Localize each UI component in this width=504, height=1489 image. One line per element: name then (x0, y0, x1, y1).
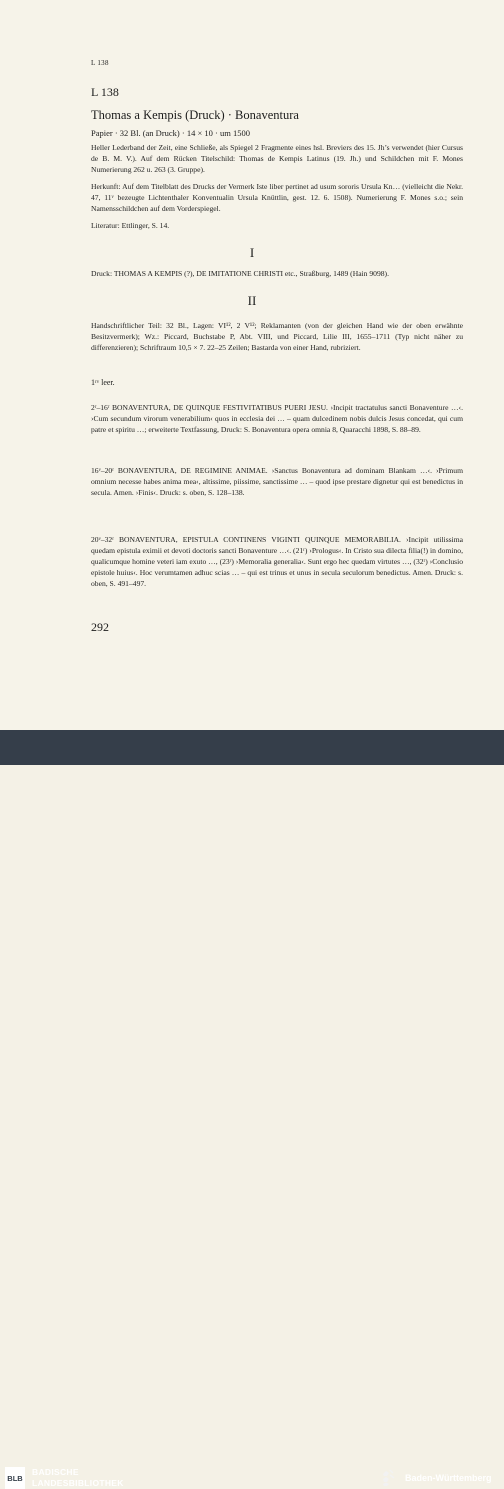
region-name[interactable]: Baden-Württemberg (405, 1473, 492, 1483)
footer-bar (0, 730, 504, 1488)
binding-paragraph: Heller Lederband der Zeit, eine Schließe, als Spiegel 2 Fragmente eines hsl. Breviers des 15. Jh’s verwendet (hier Cursus de B. M. V.). Auf dem Rücken Titelschild: Thomas de Kempis Latinus (19. Jh.) und Schildchen mit F. Mones Numerierung 262 u. 263 (3. Gruppe). (91, 143, 463, 175)
baden-wuerttemberg-lions-icon (379, 1467, 399, 1487)
blb-logo-icon[interactable]: BLB (5, 1467, 25, 1489)
section-heading-II: II (247, 293, 257, 308)
document-page (0, 0, 504, 730)
section-heading-I: I (249, 245, 255, 260)
manuscript-paragraph: Handschriftlicher Teil: 32 Bl., Lagen: VI¹², 2 V¹²; Reklamanten (von der gleichen Hand wie der oben erwähnte Besitzvermerk); Wz.: Piccard, Buchstabe P, Abt. VIII, und Piccard, Lilie III, 1655–1711 (Typ nicht näher zu differenzieren); Schriftraum 10,5 × 7. 22–25 Zeilen; Bastarda von einer Hand, rubriziert. (91, 321, 463, 353)
content-entry-1: 2ʳ–16ʳ BONAVENTURA, DE QUINQUE FESTIVITATIBUS PUERI JESU. ›Incipit tractatulus sancti Bonaventure …‹. ›Cum secundum virorum venerabilium‹ quos in ecclesia dei … – quam dulcedinem nobis dulcis Jesus concedat, qui cum patre et spiritu …; erweiterte Textfassung, Druck: S. Bonaventura opera omnia 8, Quaracchi 1898, S. 88–89. (91, 403, 463, 435)
page-number: 292 (91, 620, 109, 634)
content-entry-3: 20ᵛ–32ʳ BONAVENTURA, EPISTULA CONTINENS VIGINTI QUINQUE MEMORABILIA. ›Incipit utilissima quedam epistula eximii et devoti doctoris sancti Bonaventure …‹. (21ʳ) ›Prologus‹. In Cristo sua dilecta filia(!) in domino, qualicumque homine veteri iam exuto …, (23ʳ) ›Memoralia generalia‹. Sunt ergo hec quedam virtutes …, (32ʳ) ›Conclusio epistole huius‹. Hoc verumtamen adhuc scias … – qui est trinus et unus in secula seculorum benedictus. Amen. Druck: s. oben, S. 491–497. (91, 535, 463, 589)
provenance-paragraph: Herkunft: Auf dem Titelblatt des Drucks der Vermerk Iste liber pertinet ad usum sororis Ursula Kn… (vielleicht die Nekr. 47, 11ᵛ bezeugte Lichtenthaler Konventualin Ursula Knüttlin, gest. 12. 6. 1508). Numerierung F. Mones s.o.; sein Namensschildchen auf dem Vorderspiegel. (91, 182, 463, 214)
content-entry-2: 16ᵛ–20ʳ BONAVENTURA, DE REGIMINE ANIMAE. ›Sanctus Bonaventura ad dominam Blankam …‹. ›Primum omnium necesse habes anima mea‹, altissime, piissime, sanctissime … – quod ipse prestare dignetur qui est benedictus in secula. Amen. ›Finis‹. Druck: s. oben, S. 128–138. (91, 466, 463, 498)
library-name[interactable] (32, 1467, 124, 1488)
library-name-line2: LANDESBIBLIOTHEK (32, 1477, 124, 1488)
literature-paragraph: Literatur: Ettlinger, S. 14. (91, 221, 170, 230)
physical-description: Papier · 32 Bl. (an Druck) · 14 × 10 · um 1500 (91, 128, 250, 138)
library-name-line1: BADISCHE (32, 1467, 79, 1477)
empty-leaf-note: 1ʳᵛ leer. (91, 378, 115, 387)
running-head: L 138 (91, 59, 109, 67)
print-paragraph: Druck: THOMAS A KEMPIS (?), DE IMITATIONE CHRISTI etc., Straßburg, 1489 (Hain 9098). (91, 269, 389, 278)
shelfmark-heading: L 138 (91, 85, 119, 99)
page-title: Thomas a Kempis (Druck) · Bonaventura (91, 108, 299, 122)
